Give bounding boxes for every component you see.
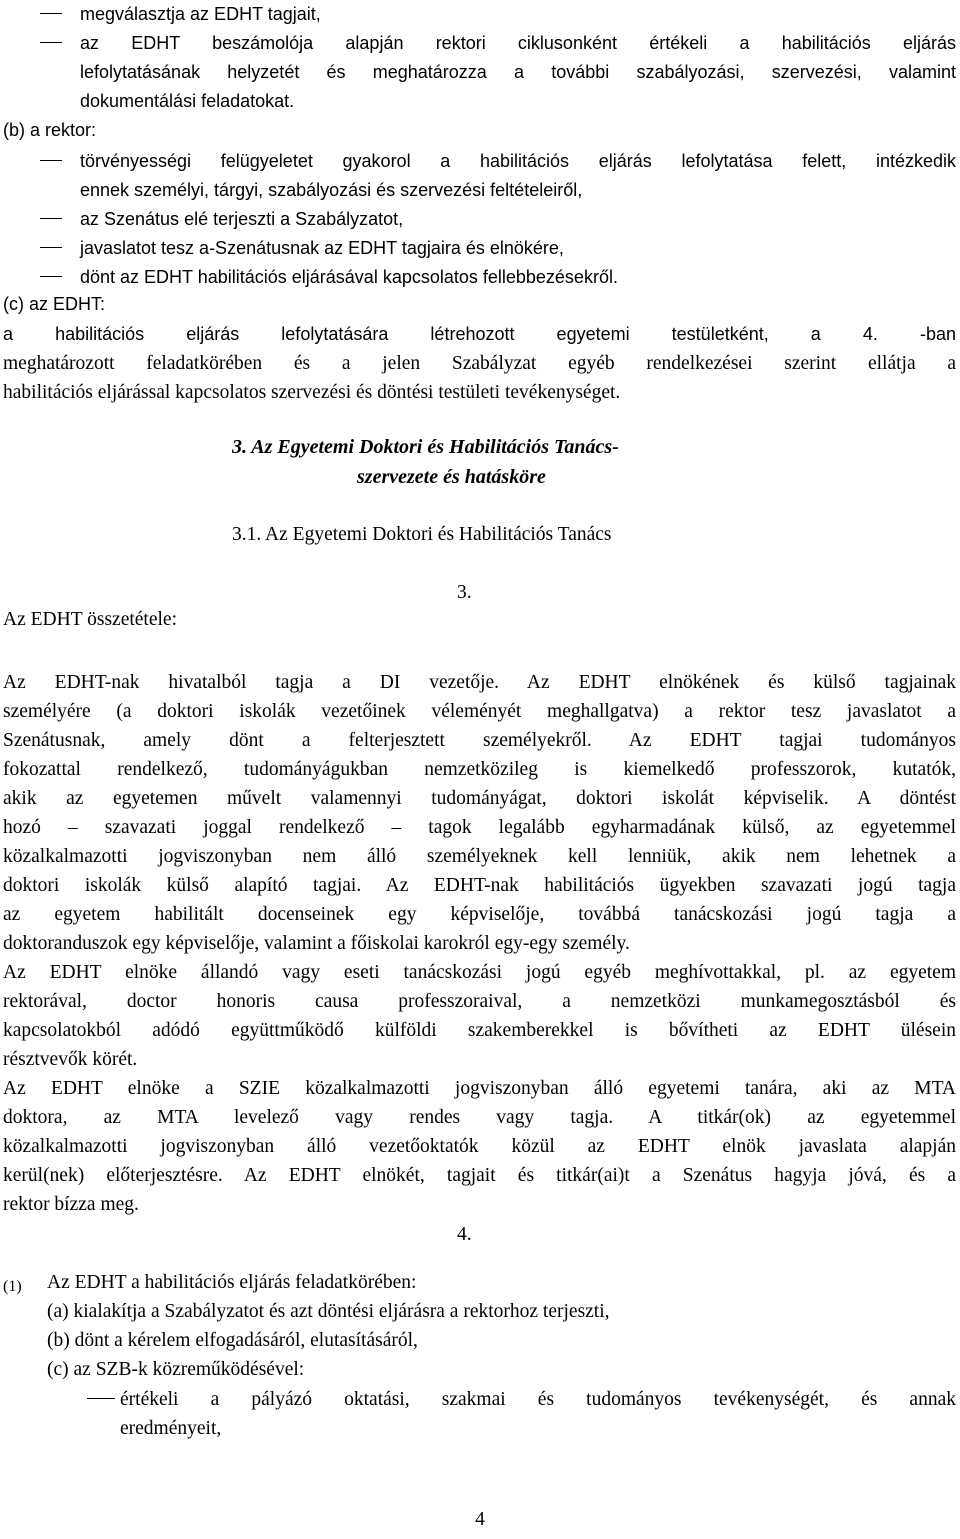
list-item: javaslatot tesz a-Szenátusnak az EDHT tagjaira és elnökére, <box>80 238 564 258</box>
paragraph-line: közalkalmazotti jogviszonyban nem álló személyeknek kell lenniük, akik nem lehetnek a <box>3 846 956 867</box>
list-item: dönt az EDHT habilitációs eljárásával kapcsolatos fellebbezésekről. <box>80 267 618 287</box>
paragraph-line: doktora, az MTA levelező vagy rendes vagy tagja. A titkár(ok) az egyetemmel <box>3 1107 956 1128</box>
page-number: 4 <box>475 1509 485 1530</box>
list-dash <box>40 42 62 43</box>
paragraph-line: Az EDHT elnöke a SZIE közalkalmazotti jogviszonyban álló egyetemi tanára, aki az MTA <box>3 1078 956 1099</box>
list-dash <box>40 218 62 219</box>
list-item: az EDHT beszámolója alapján rektori ciklusonként értékeli a habilitációs eljárás <box>80 33 956 53</box>
paragraph-line: doktoranduszok egy képviselője, valamint a főiskolai karokról egy-egy személy. <box>3 933 630 954</box>
paragraph-line: akik az egyetemen művelt valamennyi tudományágat, doktori iskolát képviselik. A döntést <box>3 788 956 809</box>
list-item: értékeli a pályázó oktatási, szakmai és tudományos tevékenységét, és annak <box>120 1389 956 1410</box>
paragraph-line: Szenátusnak, amely dönt a felterjesztett személyekről. Az EDHT tagjai tudományos <box>3 730 956 751</box>
paragraph-line: fokozattal rendelkező, tudományágukban nemzetközileg is kiemelkedő professzorok, kutatók, <box>3 759 956 780</box>
paragraph-line: hozó – szavazati joggal rendelkező – tagok legalább egyharmadának külső, az egyetemmel <box>3 817 956 838</box>
list-item-continuation: eredményeit, <box>120 1418 222 1439</box>
paragraph-line: rektor bízza meg. <box>3 1194 139 1215</box>
section-title: 3. Az Egyetemi Doktori és Habilitációs Tanács- <box>232 436 619 458</box>
paragraph-line: doktori iskolák külső alapító tagjai. Az EDHT-nak habilitációs ügyekben szavazati jogú tagja <box>3 875 956 896</box>
list-dash <box>40 160 62 161</box>
paragraph-line: kerül(nek) előterjesztésre. Az EDHT elnökét, tagjait és titkár(ai)t a Szenátus hagyja jóvá, és a <box>3 1165 956 1186</box>
list-item-continuation: dokumentálási feladatokat. <box>80 91 295 111</box>
paragraph-line: Az EDHT-nak hivatalból tagja a DI vezetője. Az EDHT elnökének és külső tagjainak <box>3 672 956 693</box>
list-item-continuation: lefolytatásának helyzetét és meghatározza a további szabályozási, szervezési, valamint <box>80 62 956 82</box>
list-item: törvényességi felügyeletet gyakorol a habilitációs eljárás lefolytatása felett, intézkedik <box>80 151 956 171</box>
section-title-continuation: szervezete és hatásköre <box>357 466 546 488</box>
paragraph-line: közalkalmazotti jogviszonyban álló vezetőoktatók közül az EDHT elnök javaslata alapján <box>3 1136 956 1157</box>
list-dash <box>40 13 62 14</box>
list-item: (a) kialakítja a Szabályzatot és azt döntési eljárásra a rektorhoz terjeszti, <box>47 1301 610 1322</box>
list-item-continuation: ennek személyi, tárgyi, szabályozási és szervezési feltételeiről, <box>80 180 583 200</box>
list-dash <box>40 276 62 277</box>
section-heading-rektor: (b) a rektor: <box>3 120 97 140</box>
paragraph-line: rektorával, doctor honoris causa professzoraival, a nemzetközi munkamegosztásból és <box>3 991 956 1012</box>
composition-label: Az EDHT összetétele: <box>3 609 177 630</box>
subsection-title: 3.1. Az Egyetemi Doktori és Habilitációs Tanács <box>232 524 612 545</box>
list-item: (c) az SZB-k közreműködésével: <box>47 1359 305 1380</box>
paragraph-line: személyére (a doktori iskolák vezetőinek véleményét meghallgatva) a rektor tesz javaslatot a <box>3 701 956 722</box>
paragraph-line: Az EDHT elnöke állandó vagy eseti tanácskozási jogú egyéb meghívottakkal, pl. az egyetem <box>3 962 956 983</box>
paragraph-line: habilitációs eljárással kapcsolatos szervezési és döntési testületi tevékenységet. <box>3 382 621 403</box>
list-item: az Szenátus elé terjeszti a Szabályzatot, <box>80 209 404 229</box>
paragraph-line: az egyetem habilitált docenseinek egy képviselője, továbbá tanácskozási jogú tagja a <box>3 904 956 925</box>
list-item: (b) dönt a kérelem elfogadásáról, elutasításáról, <box>47 1330 418 1351</box>
paragraph-line: meghatározott feladatkörében és a jelen Szabályzat egyéb rendelkezései szerint ellátja a <box>3 353 956 374</box>
paragraph-number: 4. <box>457 1224 472 1245</box>
paragraph-line: résztvevők körét. <box>3 1049 138 1070</box>
item-label: (1) <box>3 1278 22 1295</box>
paragraph-line: a habilitációs eljárás lefolytatására létrehozott egyetemi testületként, a 4. -ban <box>3 324 956 344</box>
section-heading-edht: (c) az EDHT: <box>3 294 106 314</box>
list-item: megválasztja az EDHT tagjait, <box>80 4 321 24</box>
paragraph-line: kapcsolatokból adódó együttműködő külföldi szakemberekkel is bővítheti az EDHT ülésein <box>3 1020 956 1041</box>
item-text: Az EDHT a habilitációs eljárás feladatkörében: <box>47 1272 417 1293</box>
list-dash <box>87 1398 115 1399</box>
paragraph-number: 3. <box>457 582 472 603</box>
list-dash <box>40 247 62 248</box>
